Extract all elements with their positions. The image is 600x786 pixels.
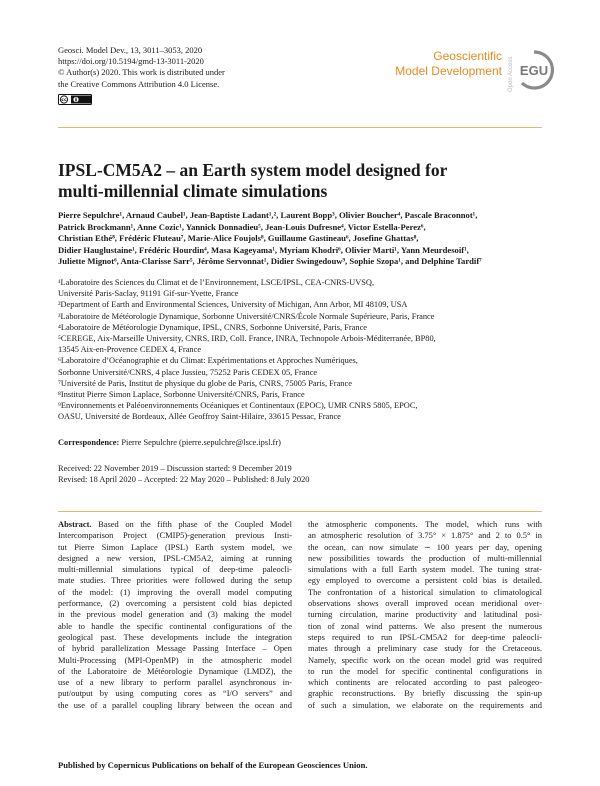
affiliation-line: ²Department of Earth and Environmental Sciences, University of Michigan, Ann Arbor, MI 48109, USA — [58, 300, 408, 310]
journal-name — [395, 49, 502, 79]
citation-line: Geosci. Model Dev., 13, 3011–3053, 2020 — [58, 45, 203, 55]
affiliation-line: ⁹Environnements et Paléoenvironnements Océaniques et Continentaux (EPOC), UMR CNRS 5805, EPOC, — [58, 401, 418, 411]
correspondence — [58, 437, 281, 448]
abstract-line: in the previous model generation and (3) making the model — [58, 609, 292, 620]
abstract-line: geological past. These developments include the integration — [58, 631, 292, 642]
abstract-divider — [58, 511, 542, 512]
abstract-line: The confrontation of a historical simulation to climatological — [308, 586, 542, 597]
citation-block — [58, 45, 388, 90]
abstract-line: of the model: (1) improving the overall model computing — [58, 586, 292, 597]
abstract-first-text: Based on the fifth phase of the Coupled Model — [91, 519, 292, 529]
correspondence-email[interactable]: Pierre Sepulchre (pierre.sepulchre@lsce.ipsl.fr) — [119, 438, 281, 447]
abstract-column-left — [58, 519, 292, 711]
affiliation-line: ¹Laboratoire des Sciences du Climat et de l’Environnement, LSCE/IPSL, CEA-CNRS-UVSQ, — [58, 278, 375, 287]
affiliation-line: 13545 Aix-en-Provence CEDEX 4, France — [58, 345, 202, 355]
author-line: Juliette Mignot⁶, Anta-Clarisse Sarr⁵, Jérôme Servonnat¹, Didier Swingedouw⁹, Sophie Szopa¹, and Delphine Tardif⁷ — [58, 256, 482, 266]
author-line: Didier Hauglustaine¹, Frédéric Hourdin⁴, Masa Kageyama¹, Myriam Khodri⁶, Olivier Marti¹, Yann Meurdesoif¹, — [58, 244, 469, 255]
affiliation-line: OASU, Université de Bordeaux, Allée Geoffroy Saint-Hilaire, 33615 Pessac, France — [58, 412, 341, 422]
affiliation-line: ⁸Institut Pierre Simon Laplace, Sorbonne Université/CNRS, Paris, France — [58, 390, 305, 400]
abstract-line: an atmospheric resolution of 3.75° × 1.875° and 2 to 0.5° in — [308, 530, 542, 541]
copyright-line: © Author(s) 2020. This work is distributed under — [58, 67, 225, 78]
abstract-line: steps required to run IPSL-CM5A2 for deep-time paleocli- — [308, 631, 542, 642]
affiliation-line: ⁴Laboratoire de Météorologie Dynamique, IPSL, CNRS, Sorbonne Université, Paris, France — [58, 322, 368, 332]
abstract-line: designed a new version, IPSL-CM5A2, aiming at running — [58, 552, 292, 563]
publisher-footer: Published by Copernicus Publications on behalf of the European Geosciences Union. — [58, 760, 368, 770]
abstract-line: which continents are relocated according to past paleogeo- — [308, 677, 542, 688]
doi-link[interactable]: https://doi.org/10.5194/gmd-13-3011-2020 — [58, 56, 204, 67]
header-divider — [58, 127, 542, 128]
abstract-line: multi-millennial simulations typical of deep-time paleocli- — [58, 564, 292, 575]
abstract-line: tion of zonal wind patterns. We also present the numerous — [308, 620, 542, 631]
author-line: Pierre Sepulchre¹, Arnaud Caubel¹, Jean-Baptiste Ladant¹,², Laurent Bopp³, Olivier Boucher⁴, Pascale Braconnot¹, — [58, 210, 478, 220]
dates-line: Received: 22 November 2019 – Discussion started: 9 December 2019 — [58, 464, 292, 473]
abstract-line: mates through a preliminary case study for the Cretaceous. — [308, 643, 542, 654]
affiliation-line: ³Laboratoire de Météorologie Dynamique, Sorbonne Université/CNRS/École Normale Supérieure, Paris, France — [58, 311, 435, 321]
abstract-line: simulations with a full Earth system model. The tuning strat- — [308, 564, 542, 575]
abstract-line: turning circulation, marine productivity and latitudinal posi- — [308, 609, 542, 620]
abstract-line: mate studies. Three priorities were followed during the setup — [58, 575, 292, 586]
dates-line: Revised: 18 April 2020 – Accepted: 22 May 2020 – Published: 8 July 2020 — [58, 475, 310, 485]
abstract-line: Intercomparison Project (CMIP5)-generation previous Insti- — [58, 530, 292, 541]
journal-name-line2: Model Development — [395, 64, 502, 78]
abstract-line: new possibilities towards the production of multi-millennial — [308, 552, 542, 563]
egu-logo-icon — [514, 50, 554, 90]
license-line: the Creative Commons Attribution 4.0 License. — [58, 78, 220, 89]
abstract-line: put/output by using computing cores as “I/O servers” and — [58, 688, 292, 699]
title-line: IPSL-CM5A2 – an Earth system model designed for — [58, 160, 448, 180]
affiliation-list — [58, 277, 542, 423]
affiliation-line: Université Paris-Saclay, 91191 Gif-sur-Yvette, France — [58, 289, 239, 299]
egu-logo-text: EGU — [519, 63, 549, 78]
cc-by-license-icon[interactable] — [58, 94, 92, 105]
abstract-line: of such a simulation, we elaborate on the requirements and — [308, 699, 542, 710]
title-line: multi-millennial climate simulations — [58, 181, 328, 201]
abstract-line: of the Laboratoire de Météorologie Dynamique (LMDZ), the — [58, 665, 292, 676]
abstract-line: the ocean, can now simulate ∼ 100 years per day, opening — [308, 541, 542, 552]
abstract-line: the use of a parallel coupling library between the ocean and — [58, 699, 292, 710]
publication-dates — [58, 463, 309, 485]
affiliation-line: ⁵CEREGE, Aix-Marseille University, CNRS, IRD, Coll. France, INRA, Technopole Arbois-Méditerranée, BP80, — [58, 334, 436, 344]
author-line: Patrick Brockmann¹, Anne Cozic¹, Yannick Donnadieu⁵, Jean-Louis Dufresne⁴, Victor Estella-Perez⁶, — [58, 221, 426, 232]
abstract-line: performance, (2) overcoming a persistent cold bias depicted — [58, 598, 292, 609]
abstract-line: the atmospheric components. The model, which runs with — [308, 519, 542, 529]
correspondence-label: Correspondence: — [58, 438, 120, 447]
open-access-text: Open Access — [508, 56, 514, 92]
abstract-column-right — [308, 519, 542, 711]
author-list — [58, 210, 542, 268]
abstract-line: to run the model for specific continental configurations in — [308, 665, 542, 676]
abstract-line: observations shows overall improved ocean meridional over- — [308, 598, 542, 609]
abstract-line: of hybrid parallelization Message Passing Interface – Open — [58, 643, 292, 654]
cc-icon-text: cc — [61, 98, 67, 104]
abstract-line: use of a new library to perform parallel asynchronous in- — [58, 677, 292, 688]
author-line: Christian Ethé⁸, Frédéric Fluteau⁷, Marie-Alice Foujols⁸, Guillaume Gastineau⁶, Josefine Ghattas⁸, — [58, 233, 419, 243]
paper-title — [58, 160, 538, 202]
affiliation-line: ⁶Laboratoire d’Océanographie et du Climat: Expérimentations et Approches Numériques, — [58, 356, 358, 366]
abstract-label: Abstract. — [58, 519, 92, 529]
abstract-line: Multi-Processing (MPI-OpenMP) in the atmospheric model — [58, 654, 292, 665]
abstract-line: able to handle the specific continental configurations of the — [58, 620, 292, 631]
affiliation-line: ⁷Université de Paris, Institut de physique du globe de Paris, CNRS, 75005 Paris, France — [58, 378, 352, 388]
affiliation-line: Sorbonne Université/CNRS, 4 place Jussieu, 75252 Paris CEDEX 05, France — [58, 367, 318, 377]
abstract-line: graphic reconstructions. By briefly discussing the spin-up — [308, 688, 542, 699]
abstract-line — [58, 519, 292, 530]
journal-name-line1: Geoscientific — [433, 49, 502, 63]
abstract-line: egy employed to overcome a persistent cold bias is detailed. — [308, 575, 542, 586]
abstract-line: tut Pierre Simon Laplace (IPSL) Earth system model, we — [58, 541, 292, 552]
abstract-line: Namely, specific work on the ocean model grid was required — [308, 654, 542, 665]
